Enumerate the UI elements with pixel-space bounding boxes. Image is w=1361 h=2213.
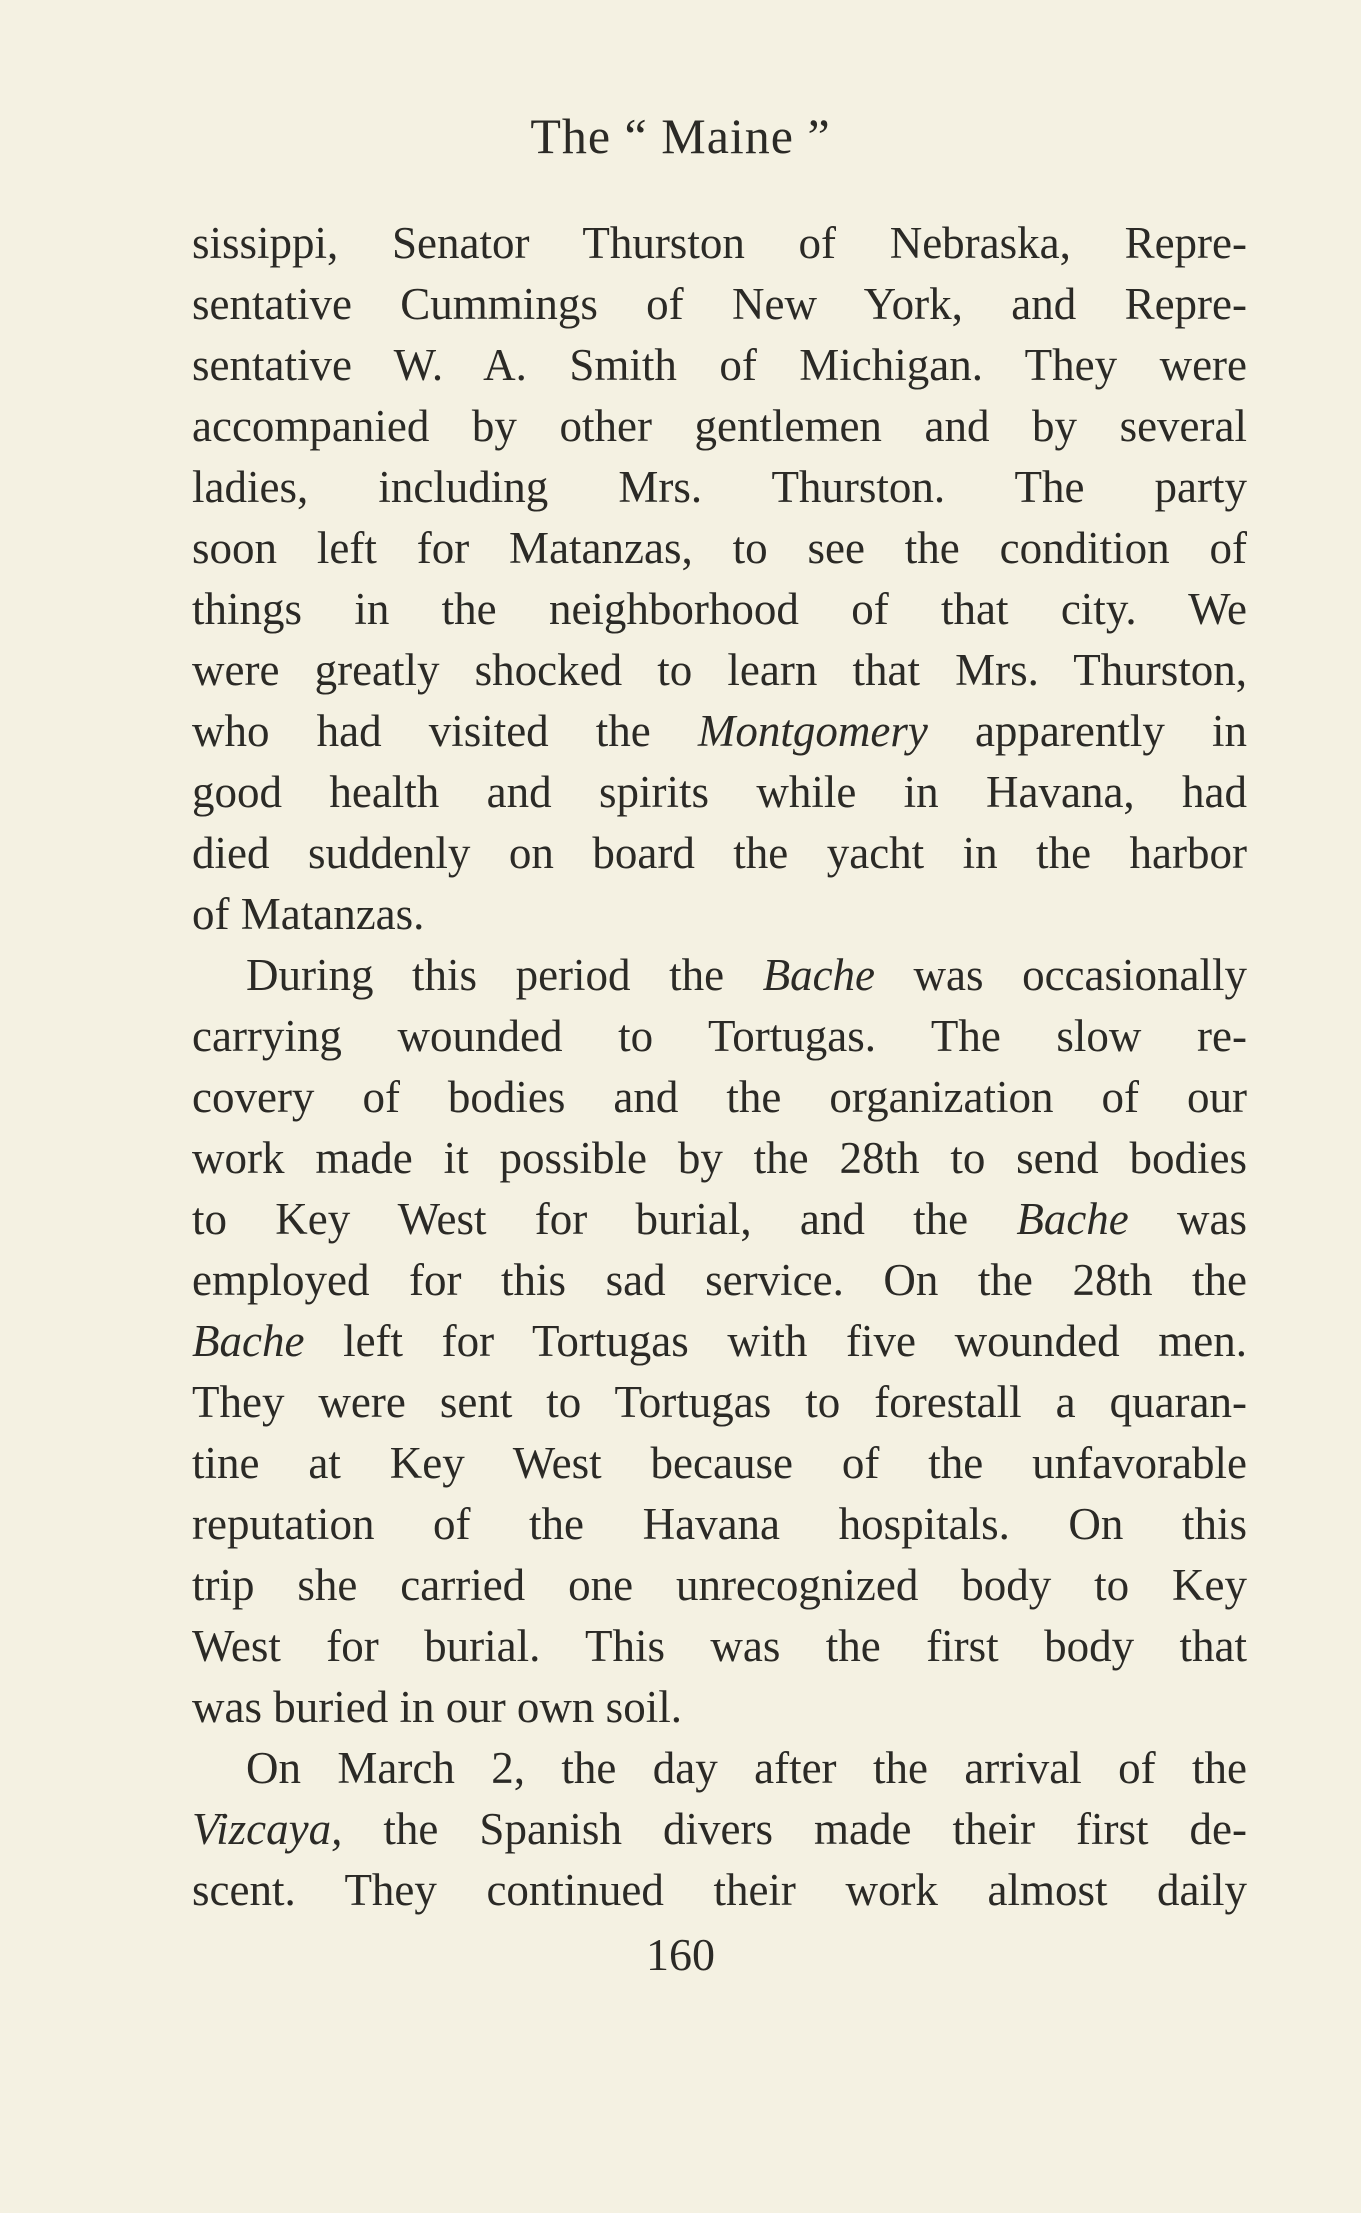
- text-line: [192, 640, 1247, 701]
- text-run: reputation of the Havana hospitals. On this: [192, 1499, 1247, 1549]
- text-run: employed for this sad service. On the 28th the: [192, 1255, 1247, 1305]
- text-line: [192, 1433, 1247, 1494]
- page-number: 160: [646, 1929, 715, 1980]
- text-line: [192, 1738, 1247, 1799]
- text-line: [192, 1494, 1247, 1555]
- text-line: [192, 1677, 1247, 1738]
- text-run: apparently in: [927, 706, 1247, 756]
- italic-ship-name: Bache: [192, 1316, 305, 1366]
- text-run: left for Tortugas with five wounded men.: [304, 1316, 1247, 1366]
- italic-ship-name: Vizcaya,: [192, 1804, 343, 1854]
- text-run: scent. They continued their work almost daily: [192, 1865, 1247, 1915]
- text-run: were greatly shocked to learn that Mrs. Thurston,: [192, 645, 1247, 695]
- text-run: sentative W. A. Smith of Michigan. They were: [192, 340, 1247, 390]
- text-line: [192, 701, 1247, 762]
- text-line: [192, 274, 1247, 335]
- text-run: to Key West for burial, and the: [192, 1194, 1017, 1244]
- paragraph: [192, 945, 1247, 1738]
- italic-ship-name: Bache: [762, 950, 876, 1000]
- text-run: was: [1128, 1194, 1248, 1244]
- text-line: [192, 884, 1247, 945]
- text-run: good health and spirits while in Havana, had: [192, 767, 1247, 817]
- text-run: of Matanzas.: [192, 889, 425, 939]
- text-run: During this period the: [246, 950, 763, 1000]
- paragraph: [192, 1738, 1247, 1921]
- text-run: West for burial. This was the first body that: [192, 1621, 1247, 1671]
- text-line: [192, 213, 1247, 274]
- text-line: [192, 396, 1247, 457]
- running-header: The “ Maine ”: [530, 108, 831, 164]
- text-run: died suddenly on board the yacht in the harbor: [192, 828, 1247, 878]
- text-run: things in the neighborhood of that city. We: [192, 584, 1247, 634]
- text-run: work made it possible by the 28th to send bodies: [192, 1133, 1247, 1183]
- text-line: [192, 1311, 1247, 1372]
- text-run: the Spanish divers made their first de-: [342, 1804, 1247, 1854]
- text-run: soon left for Matanzas, to see the condition of: [192, 523, 1247, 573]
- text-line: [192, 1860, 1247, 1921]
- text-run: trip she carried one unrecognized body to Key: [192, 1560, 1247, 1610]
- text-line: [192, 1555, 1247, 1616]
- text-line: [192, 518, 1247, 579]
- text-run: They were sent to Tortugas to forestall a quaran-: [192, 1377, 1247, 1427]
- text-line: [192, 1250, 1247, 1311]
- text-run: sentative Cummings of New York, and Repre-: [192, 279, 1247, 329]
- italic-ship-name: Bache: [1016, 1194, 1129, 1244]
- text-run: On March 2, the day after the arrival of the: [246, 1743, 1247, 1793]
- text-run: sissippi, Senator Thurston of Nebraska, Repre-: [192, 218, 1247, 268]
- body-text: [192, 213, 1247, 1921]
- text-line: [192, 1189, 1247, 1250]
- text-run: ladies, including Mrs. Thurston. The party: [192, 462, 1247, 512]
- text-line: [192, 335, 1247, 396]
- paragraph: [192, 213, 1247, 945]
- text-run: who had visited the: [192, 706, 698, 756]
- text-run: was occasionally: [875, 950, 1247, 1000]
- text-line: [192, 1616, 1247, 1677]
- text-line: [192, 1067, 1247, 1128]
- text-run: covery of bodies and the organization of our: [192, 1072, 1247, 1122]
- text-run: tine at Key West because of the unfavorable: [192, 1438, 1247, 1488]
- text-line: [192, 945, 1247, 1006]
- text-line: [192, 579, 1247, 640]
- text-line: [192, 823, 1247, 884]
- text-line: [192, 762, 1247, 823]
- italic-ship-name: Montgomery: [697, 706, 928, 756]
- text-line: [192, 1799, 1247, 1860]
- text-line: [192, 1128, 1247, 1189]
- text-run: carrying wounded to Tortugas. The slow re-: [192, 1011, 1247, 1061]
- text-line: [192, 1006, 1247, 1067]
- text-run: was buried in our own soil.: [192, 1682, 682, 1732]
- text-line: [192, 457, 1247, 518]
- text-run: accompanied by other gentlemen and by several: [192, 401, 1247, 451]
- text-line: [192, 1372, 1247, 1433]
